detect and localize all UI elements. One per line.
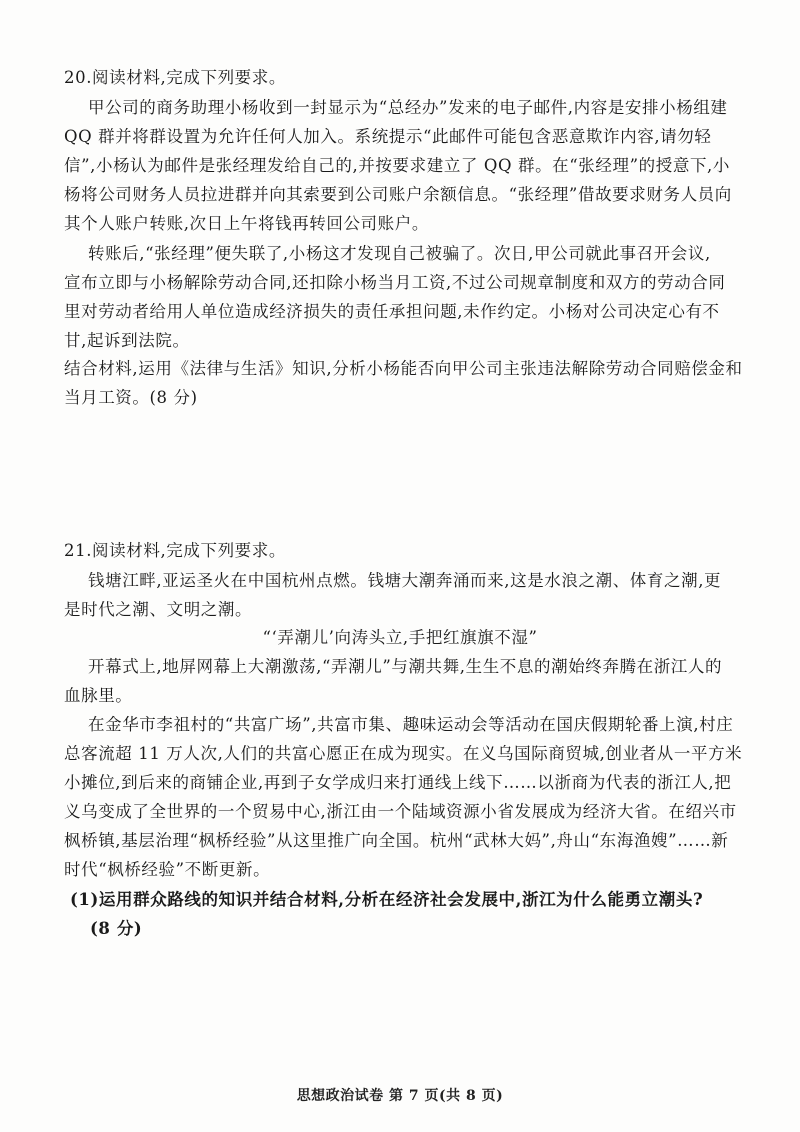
q21-p1-line2: 是时代之潮、文明之潮。 (64, 600, 253, 619)
q21-subtitle: “‘弄潮儿’向涛头立,手把红旗旗不湿” (262, 628, 538, 647)
q20-p1-line2: QQ 群并将群设置为允许任何人加入。系统提示“此邮件可能包含恶意欺诈内容,请勿轻 (64, 127, 712, 146)
q20-question-line1: 结合材料,运用《法律与生活》知识,分析小杨能否向甲公司主张违法解除劳动合同赔偿金和 (64, 359, 743, 378)
q21-question-line1: (1)运用群众路线的知识并结合材料,分析在经济社会发展中,浙江为什么能勇立潮头? (70, 890, 704, 909)
q20-p1-line5: 其个人账户转账,次日上午将钱再转回公司账户。 (64, 214, 429, 233)
q21-p3-line2: 总客流超 11 万人次,人们的共富心愿正在成为现实。在义乌国际商贸城,创业者从一平方米 (64, 744, 743, 763)
q20-p2-line1: 转账后,“张经理”便失联了,小杨这才发现自己被骗了。次日,甲公司就此事召开会议, (88, 244, 711, 263)
q21-p1-line1: 钱塘江畔,亚运圣火在中国杭州点燃。钱塘大潮奔涌而来,这是水浪之潮、体育之潮,更 (88, 571, 722, 590)
q21-p2-line2: 血脉里。 (64, 686, 133, 705)
q20-p1-line3: 信”,小杨认为邮件是张经理发给自己的,并按要求建立了 QQ 群。在“张经理”的授意下,小 (64, 156, 730, 175)
q20-p2-line3: 里对劳动者给用人单位造成经济损失的责任承担问题,未作约定。小杨对公司决定心有不 (64, 302, 720, 321)
q20-question-line2: 当月工资。(8 分) (64, 388, 198, 407)
q20-header: 20.阅读材料,完成下列要求。 (64, 68, 286, 87)
q21-question-line2: (8 分) (90, 919, 143, 938)
q21-p3-line1: 在金华市李祖村的“共富广场”,共富市集、趣味运动会等活动在国庆假期轮番上演,村庄 (88, 715, 734, 734)
page-footer: 思想政治试卷 第 7 页(共 8 页) (296, 1088, 504, 1104)
q21-p3-line4: 义乌变成了全世界的一个贸易中心,浙江由一个陆域资源小省发展成为经济大省。在绍兴市 (64, 802, 737, 821)
q21-header: 21.阅读材料,完成下列要求。 (64, 541, 286, 560)
q20-p2-line4: 甘,起诉到法院。 (64, 331, 190, 350)
q21-p3-line5: 枫桥镇,基层治理“枫桥经验”从这里推广向全国。杭州“武林大妈”,舟山“东海渔嫂”……新 (64, 831, 729, 850)
q20-p2-line2: 宣布立即与小杨解除劳动合同,还扣除小杨当月工资,不过公司规章制度和双方的劳动合同 (64, 273, 726, 292)
q21-p3-line6: 时代“枫桥经验”不断更新。 (64, 860, 271, 879)
q20-p1-line4: 杨将公司财务人员拉进群并向其索要到公司账户余额信息。“张经理”借故要求财务人员向 (64, 185, 732, 204)
q20-p1-line1: 甲公司的商务助理小杨收到一封显示为“总经办”发来的电子邮件,内容是安排小杨组建 (88, 98, 728, 117)
q21-p2-line1: 开幕式上,地屏网幕上大潮激荡,“弄潮儿”与潮共舞,生生不息的潮始终奔腾在浙江人的 (88, 657, 723, 676)
q21-p3-line3: 小摊位,到后来的商铺企业,再到子女学成归来打通线上线下……以浙商为代表的浙江人,把 (64, 773, 732, 792)
